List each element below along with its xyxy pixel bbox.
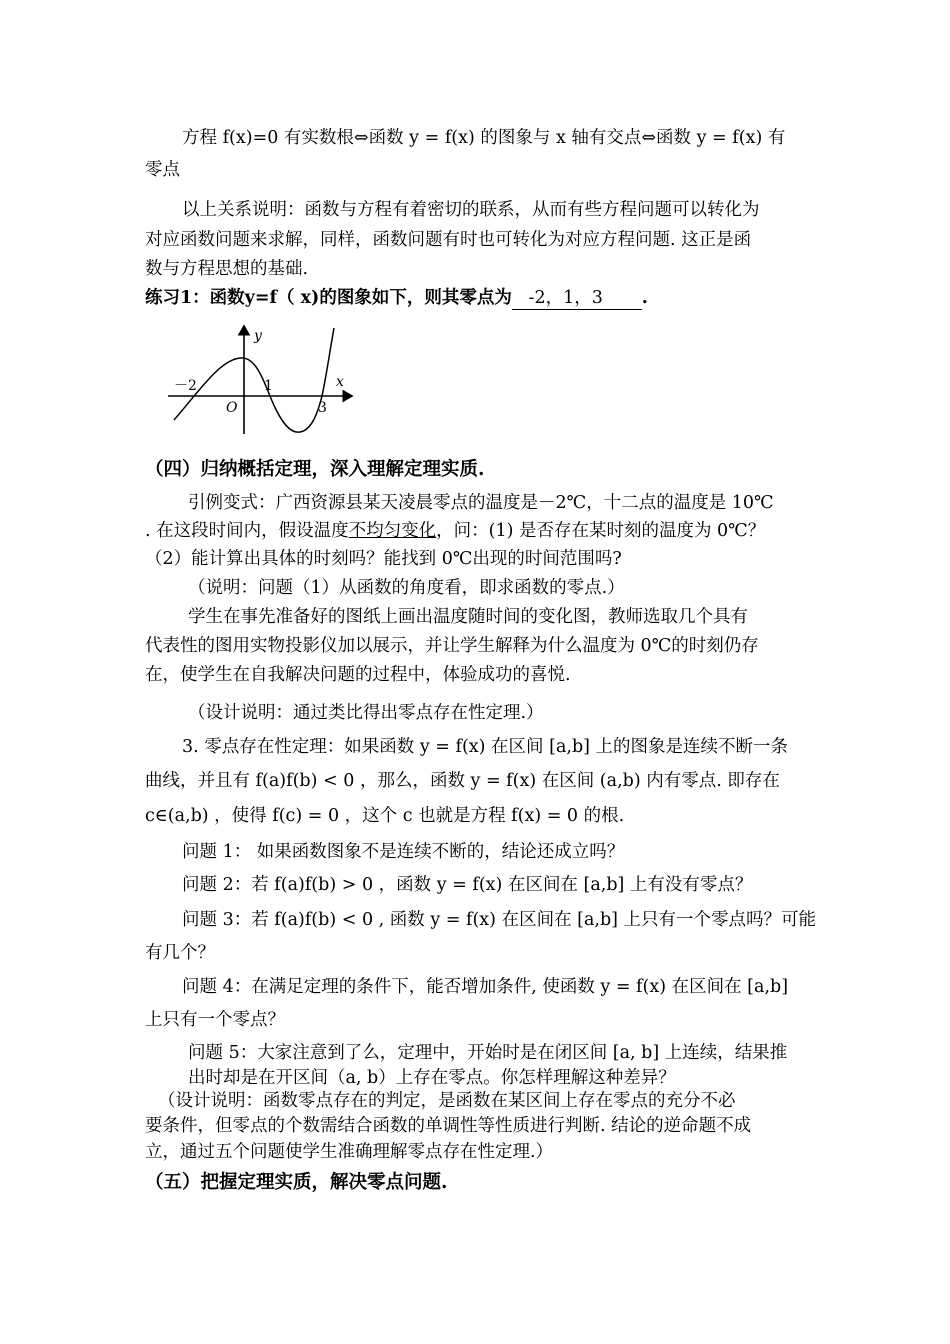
example-line-3: （2）能计算出具体的时刻吗？能找到 0℃出现的时间范围吗? [145, 549, 622, 569]
exercise-suffix: . [641, 288, 648, 308]
example-underlined: 不均匀变化 [348, 521, 437, 541]
exercise-answer: -2，1，3 [511, 288, 642, 308]
question-1: 问题 1： 如果函数图象不是连续不断的，结论还成立吗？ [182, 842, 625, 862]
zero-label-mid: 1 [264, 378, 273, 394]
theorem-line-2: 曲线，并且有 f(a)f(b) < 0 ，那么，函数 y = f(x) 在区间 (a,b) 内有零点. 即存在 [145, 771, 780, 791]
paragraph-relation-2: 对应函数问题来求解，同样，函数问题有时也可转化为对应方程问题. 这正是函 [145, 230, 752, 250]
question-5-line-1: 问题 5：大家注意到了么，定理中，开始时是在闭区间 [a, b] 上连续，结果推 [188, 1043, 788, 1063]
question-4-line-2: 上只有一个零点？ [145, 1010, 285, 1030]
design-note-2-line-3: 立，通过五个问题使学生准确理解零点存在性定理.） [145, 1142, 554, 1162]
question-3-line-1: 问题 3：若 f(a)f(b) < 0 , 函数 y = f(x) 在区间在 [a,b] 上只有一个零点吗？可能 [182, 910, 817, 930]
origin-label: O [226, 400, 238, 416]
section-4-heading: （四）归纳概括定理，深入理解定理实质. [145, 459, 485, 480]
design-note-2-line-2: 要条件，但零点的个数需结合函数的单调性等性质进行判断. 结论的逆命题不成 [145, 1116, 752, 1136]
paragraph-relation-1: 以上关系说明：函数与方程有着密切的联系，从而有些方程问题可以转化为 [182, 200, 760, 220]
x-axis-label: x [336, 374, 344, 390]
question-2: 问题 2：若 f(a)f(b) > 0 ，函数 y = f(x) 在区间在 [a,b] 上有没有零点？ [182, 875, 753, 895]
exercise-prefix: 练习1：函数y=f（ x)的图象如下，则其零点为 [145, 288, 512, 308]
theorem-line-1: 3. 零点存在性定理：如果函数 y = f(x) 在区间 [a,b] 上的图象是连续不断一条 [182, 737, 789, 757]
example-line-2-pre: . 在这段时间内，假设温度 [145, 521, 349, 541]
section-5-heading: （五）把握定理实质，解决零点问题. [145, 1172, 448, 1193]
zero-label-right: 3 [318, 400, 327, 416]
zero-label-left: －2 [174, 378, 197, 394]
note-1: （说明：问题（1）从函数的角度看，即求函数的零点.） [188, 578, 625, 598]
example-line-2-post: ，问：(1) 是否存在某时刻的温度为 0℃？ [436, 521, 766, 541]
formula-line-2: 零点 [145, 160, 180, 180]
paragraph-relation-3: 数与方程思想的基础. [145, 259, 309, 279]
design-note-2-line-1: （设计说明：函数零点存在的判定，是函数在某区间上存在零点的充分不必 [158, 1091, 736, 1111]
exercise-1 [145, 286, 815, 310]
question-3-line-2: 有几个？ [145, 943, 215, 963]
formula-line-1: 方程 f(x)=0 有实数根⇔函数 y = f(x) 的图象与 x 轴有交点⇔函数 y = f(x) 有 [182, 128, 786, 148]
function-graph [160, 320, 360, 440]
theorem-line-3: c∈(a,b) ，使得 f(c) = 0 ，这个 c 也就是方程 f(x) = 0 的根. [145, 806, 625, 826]
design-note-1: （设计说明：通过类比得出零点存在性定理.） [188, 703, 544, 723]
question-4-line-1: 问题 4：在满足定理的条件下，能否增加条件, 使函数 y = f(x) 在区间在 [a,b] [182, 977, 789, 997]
student-para-1: 学生在事先准备好的图纸上画出温度随时间的变化图，教师选取几个具有 [188, 607, 748, 627]
question-5-line-2: 出时却是在开区间（a, b）上存在零点。你怎样理解这种差异？ [188, 1068, 676, 1088]
y-axis-label: y [254, 328, 262, 344]
example-line-1: 引例变式：广西资源县某天凌晨零点的温度是－2℃，十二点的温度是 10℃ [188, 493, 774, 513]
student-para-3: 在，使学生在自我解决问题的过程中，体验成功的喜悦. [145, 665, 571, 685]
example-line-2 [145, 519, 815, 543]
student-para-2: 代表性的图用实物投影仪加以展示，并让学生解释为什么温度为 0℃的时刻仍存 [145, 636, 759, 656]
